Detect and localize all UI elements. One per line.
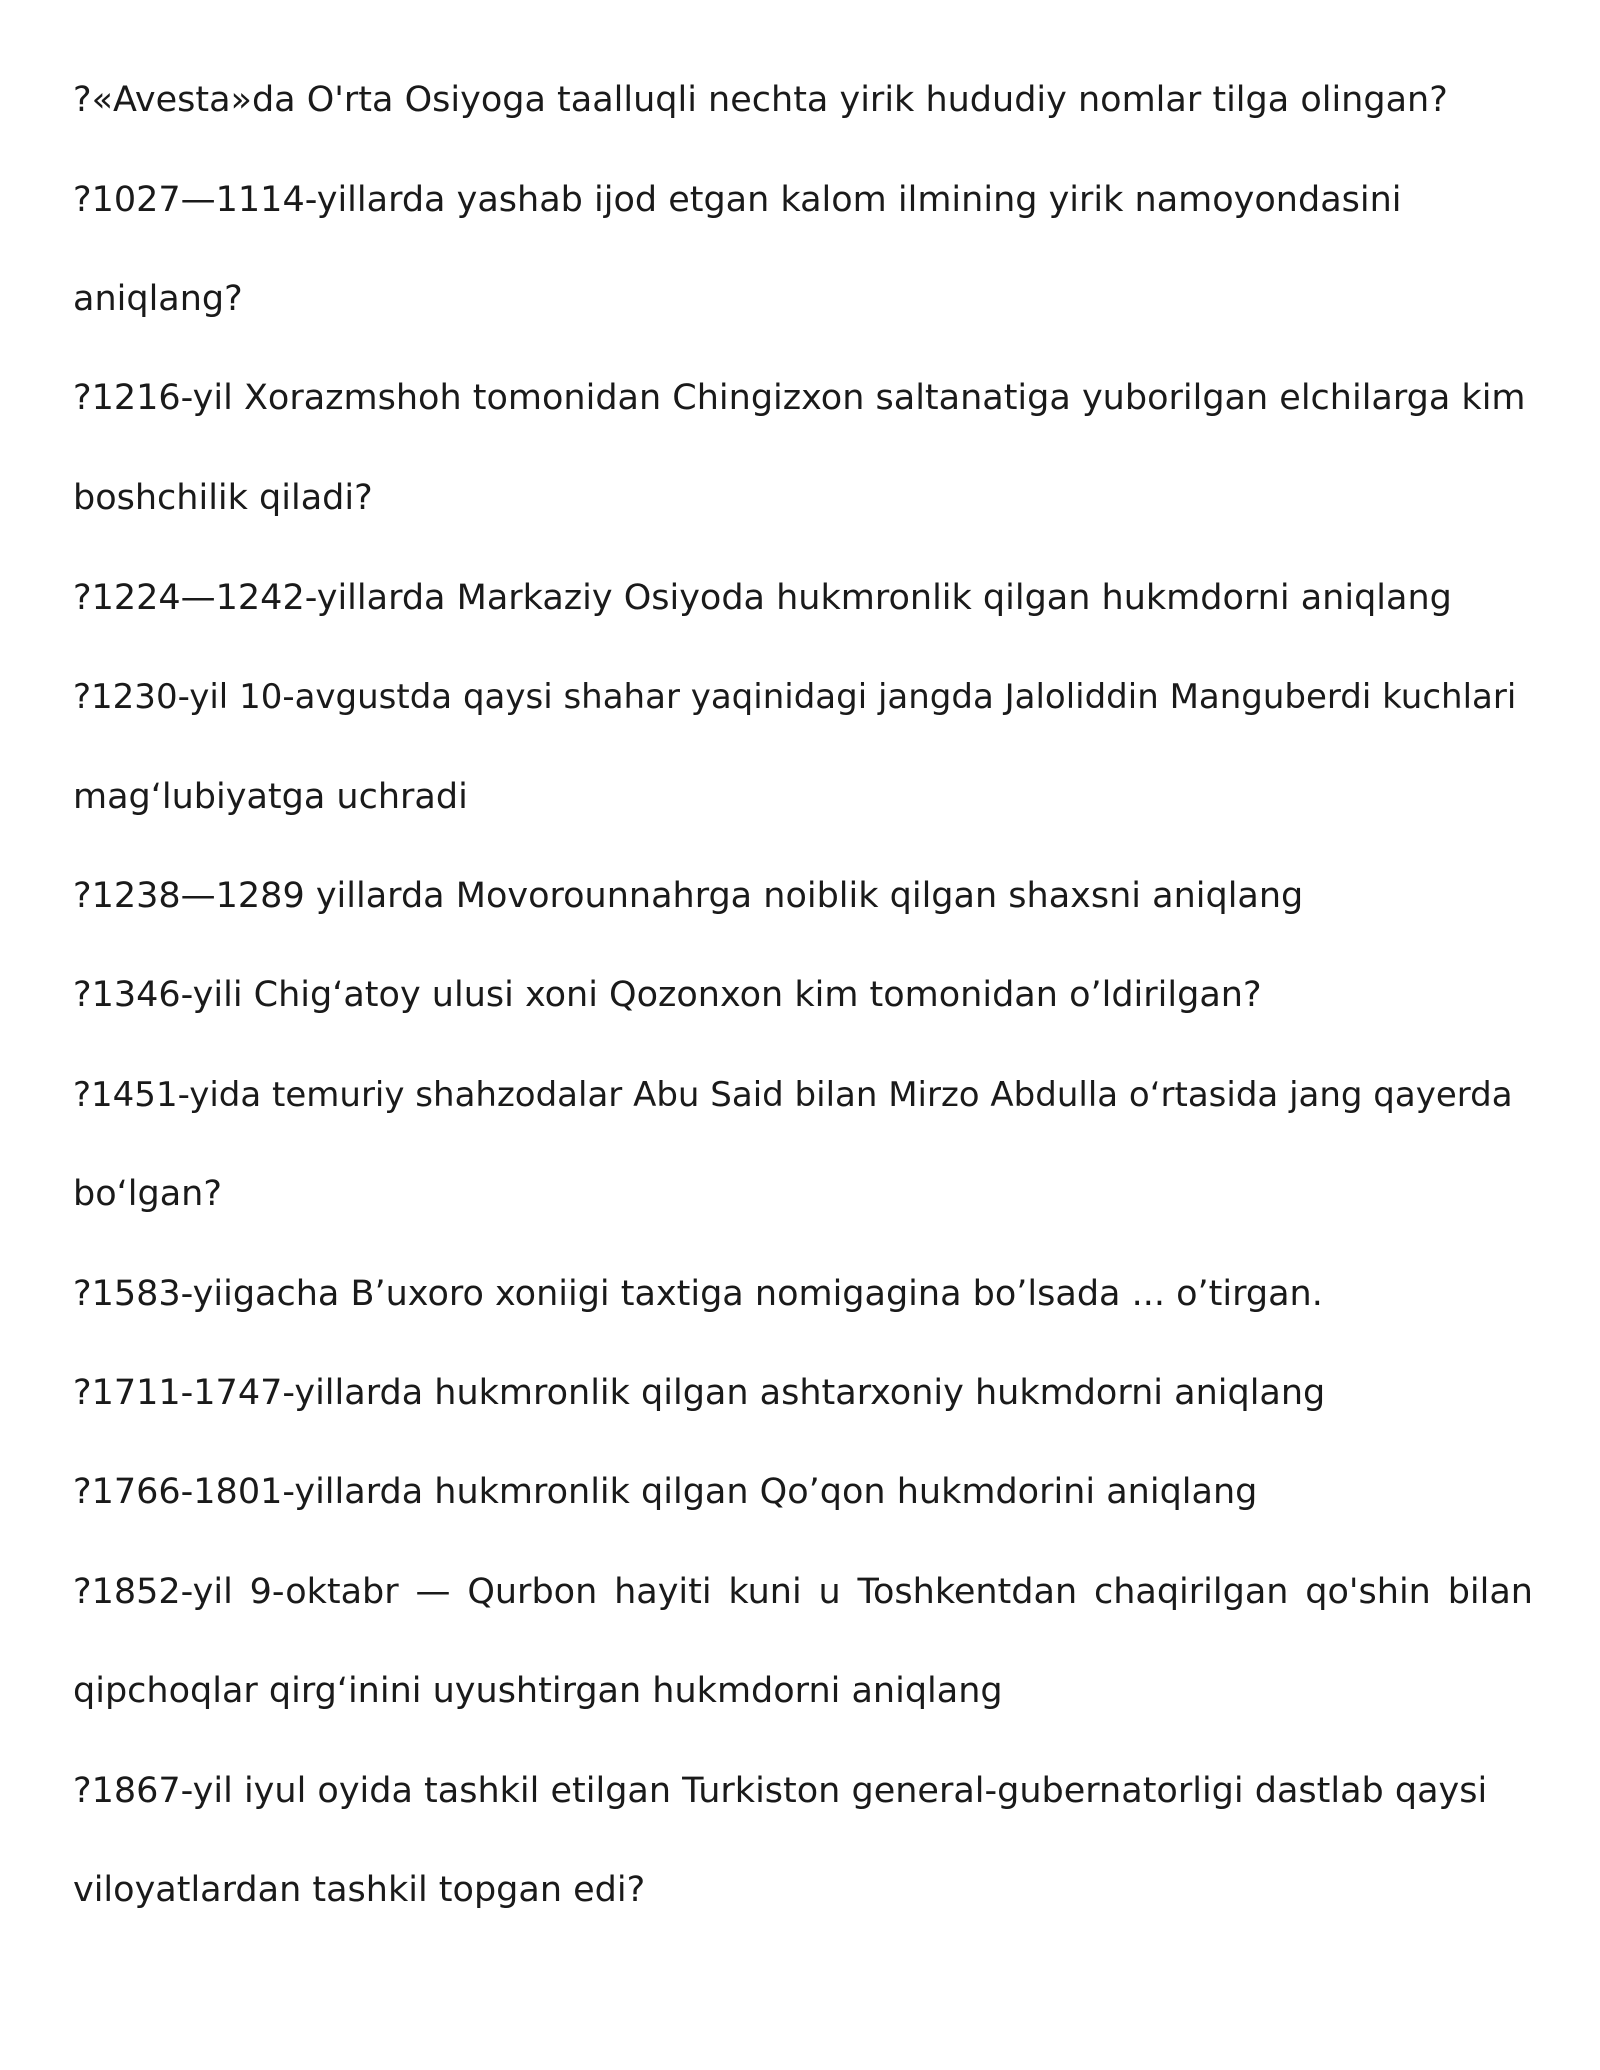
question-2-line-2: aniqlang? [73,279,243,319]
question-13-line-1: ?1867-yil iyul oyida tashkil etilgan Turkiston general-gubernatorligi dastlab qaysi [73,1771,1488,1811]
question-8-line-1: ?1451-yida temuriy shahzodalar Abu Said bilan Mirzo Abdulla o‘rtasida jang qayerda [73,1075,1513,1115]
question-3-line-1: ?1216-yil Xorazmshoh tomonidan Chingizxon saltanatiga yuborilgan elchilarga kim [73,378,1526,418]
question-12-line-1: ?1852-yil 9-oktabr — Qurbon hayiti kuni u Toshkentdan chaqirilgan qo'shin bilan [73,1572,1533,1612]
question-3-line-2: boshchilik qiladi? [73,478,373,518]
question-2-line-1: ?1027—1114-yillarda yashab ijod etgan kalom ilmining yirik namoyondasini [73,180,1402,220]
question-12-line-2: qipchoqlar qirg‘inini uyushtirgan hukmdorni aniqlang [73,1671,1003,1711]
question-13-line-2: viloyatlardan tashkil topgan edi? [73,1870,646,1910]
question-6-line-1: ?1238—1289 yillarda Movorounnahrga noiblik qilgan shaxsni aniqlang [73,876,1304,916]
question-7-line-1: ?1346-yili Chig‘atoy ulusi xoni Qozonxon kim tomonidan o’ldirilgan? [73,975,1262,1015]
question-4-line-1: ?1224—1242-yillarda Markaziy Osiyoda hukmronlik qilgan hukmdorni aniqlang [73,578,1452,618]
question-11-line-1: ?1766-1801-yillarda hukmronlik qilgan Qo’qon hukmdorini aniqlang [73,1472,1258,1512]
question-9-line-1: ?1583-yiigacha B’uxoro xoniigi taxtiga nomigagina bo’lsada ... o’tirgan. [73,1274,1323,1314]
question-5-line-2: mag‘lubiyatga uchradi [73,777,468,817]
question-8-line-2: bo‘lgan? [73,1174,222,1214]
question-10-line-1: ?1711-1747-yillarda hukmronlik qilgan ashtarxoniy hukmdorni aniqlang [73,1373,1326,1413]
question-1-line-1: ?«Avesta»da O'rta Osiyoga taalluqli nechta yirik hududiy nomlar tilga olingan? [73,80,1448,120]
question-5-line-1: ?1230-yil 10-avgustda qaysi shahar yaqinidagi jangda Jaloliddin Manguberdi kuchlari [73,677,1517,717]
